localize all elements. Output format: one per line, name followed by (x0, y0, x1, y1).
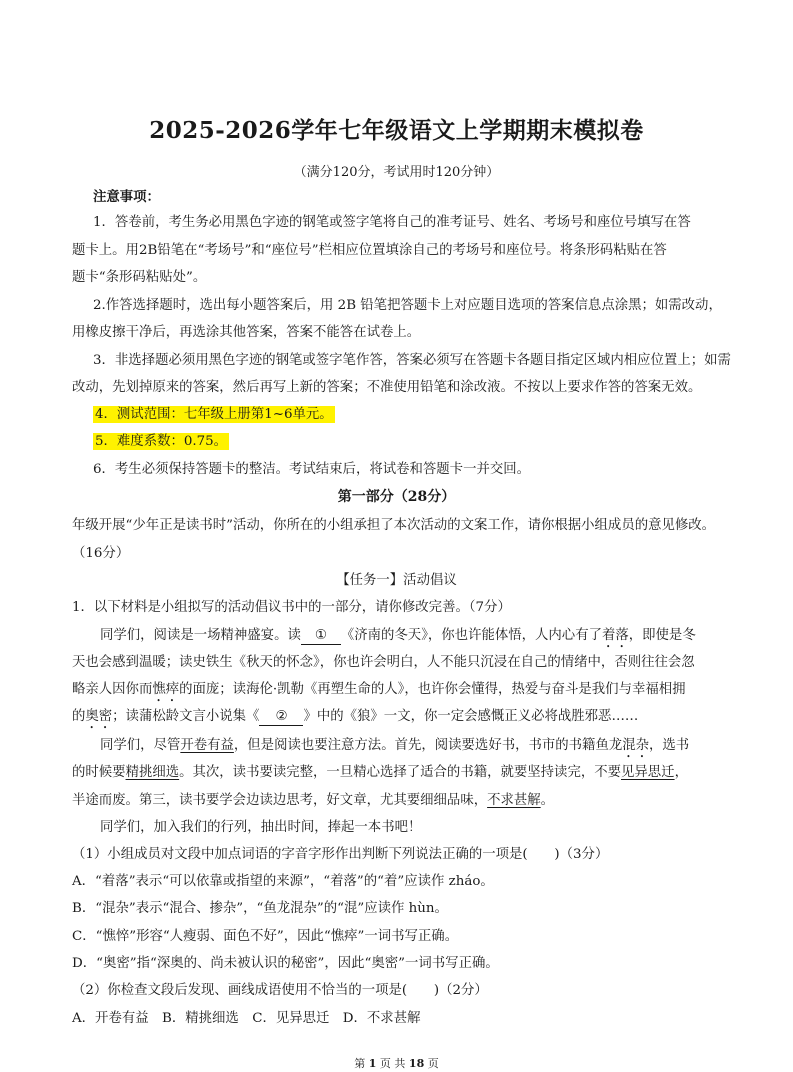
underlined-idiom-jianyi: 见异思迁 (621, 765, 675, 780)
footer-text: 页 (427, 1057, 439, 1070)
passage-text: 的 (72, 709, 86, 724)
passage-text: 同学们，阅读是一场精神盛宴。读 (100, 628, 301, 643)
part1-heading: 第一部分（28分） (337, 489, 456, 505)
note-3-line-1: 3．非选择题必须用黑色字迹的钢笔或签字笔作答，答案必须写在答题卡各题目指定区域内相应位置上；如需 (93, 353, 731, 368)
footer-text: 第 (354, 1057, 366, 1070)
passage-p1-line-1 (100, 627, 696, 651)
note-6: 6．考生必须保持答题卡的整洁。考试结束后，将试卷和答题卡一并交回。 (93, 462, 531, 477)
note-3-line-2: 改动，先划掉原来的答案，然后再写上新的答案；不准使用铅笔和涂改液。不按以上要求作答的答案无效。 (72, 380, 702, 395)
subquestion-2-options: A．开卷有益 B．精挑细选 C．见异思迁 D．不求甚解 (72, 1011, 421, 1026)
passage-text: 的时候要 (72, 765, 126, 780)
part1-intro-line-2: （16分） (72, 546, 130, 561)
question-1: 1．以下材料是小组拟写的活动倡议书中的一部分，请你修改完善。（7分） (72, 600, 511, 615)
subquestion-1-option-a: A．“着落”表示“可以依靠或指望的来源”，“着落”的“着”应读作 zháo。 (72, 874, 494, 889)
subquestion-1-option-c: C．“憔悴”形容“人瘦弱、面色不好”，因此“憔瘁”一词书写正确。 (72, 929, 459, 944)
dotted-word-aomi: 奥密 (85, 709, 113, 724)
underlined-idiom-jingtiao: 精挑细选 (125, 765, 180, 780)
page-title: 2025-2026学年七年级语文上学期期末模拟卷 (149, 117, 644, 144)
passage-p1-line-3 (72, 681, 686, 705)
dotted-word-qiaocui: 憔瘁 (152, 682, 180, 697)
passage-text: 半途而废。第三，读书要学会边读边思考，好文章，尤其要细细品味， (72, 793, 488, 808)
word-yulong: 鱼龙 (595, 738, 623, 753)
subquestion-2-stem: （2）你检查文段后发现、画线成语使用不恰当的一项是( )（2分） (72, 983, 488, 998)
note-5 (93, 433, 229, 451)
passage-text: ， (674, 765, 688, 780)
part1-intro-line-1: 年级开展“少年正是读书时”活动，你所在的小组承担了本次活动的文案工作，请你根据小组成员的意见修改。 (72, 518, 716, 533)
blank-1: ① (301, 628, 341, 645)
note-4-highlight: 4．测试范围：七年级上册第1~6单元。 (95, 407, 333, 422)
passage-p3: 同学们，加入我们的行列，抽出时间，捧起一本书吧！ (100, 820, 422, 835)
note-2-line-2: 用橡皮擦干净后，再选涂其他答案，答案不能答在试卷上。 (72, 325, 421, 340)
passage-text: ，选书 (649, 738, 690, 753)
passage-text: ，但是阅读也要注意方法。首先，阅读要选好书，书市的书籍 (233, 738, 596, 753)
subquestion-1-option-d: D．“奥密”指“深奥的、尚未被认识的秘密”，因此“奥密”一词书写正确。 (72, 956, 499, 971)
page-subtitle: （满分120分，考试用时120分钟） (293, 165, 500, 180)
passage-p2-line-2 (72, 764, 688, 782)
task1-heading: 【任务一】活动倡议 (336, 573, 457, 588)
passage-text: 。其次，读书要读完整，一旦精心选择了适合的书籍，就要坚持读完，不要 (179, 765, 622, 780)
passage-text: ，即使是冬 (628, 628, 696, 643)
note-1-line-1: 1．答卷前，考生务必用黑色字迹的钢笔或签字笔将自己的准考证号、姓名、考场号和座位号填写在答 (93, 215, 691, 230)
blank-2: ② (259, 709, 303, 726)
underlined-idiom-buqiu: 不求甚解 (487, 793, 541, 808)
note-4 (93, 406, 335, 424)
dotted-word-zhuoluo: 着落 (601, 628, 629, 643)
passage-text: 《济南的冬天》，你也许能体悟，人内心有了 (340, 628, 602, 643)
passage-p1-line-2: 天也会感到温暖；读史铁生《秋天的怀念》，你也许会明白，人不能只沉浸在自己的情绪中，否则往往会忽 (72, 655, 695, 670)
passage-text: 略亲人因你而 (72, 682, 153, 697)
passage-text: ；读蒲松龄文言小说集《 (112, 709, 260, 724)
passage-text: 的面庞；读海伦·凯勒《再塑生命的人》，也许你会懂得，热爱与奋斗是我们与幸福相拥 (179, 682, 686, 697)
passage-text: 。 (540, 793, 555, 808)
note-5-highlight: 5．难度系数：0.75。 (95, 434, 228, 449)
page-total: 18 (408, 1057, 425, 1070)
dotted-word-hunza: 混杂 (622, 738, 650, 753)
note-2-line-1: 2.作答选择题时，选出每小题答案后，用 2B 铅笔把答题卡上对应题目选项的答案信息点涂黑；如需改动， (93, 298, 722, 313)
passage-text: 》中的《狼》一文，你一定会感慨正义必将战胜邪恶…… (303, 709, 639, 724)
subquestion-1-option-b: B．“混杂”表示“混合、掺杂”，“鱼龙混杂”的“混”应读作 hùn。 (72, 901, 448, 916)
page-number: 1 (368, 1057, 377, 1070)
passage-p2-line-1 (100, 737, 689, 761)
footer-text: 页 共 (379, 1057, 406, 1070)
passage-p1-line-4 (72, 708, 638, 732)
note-1-line-2: 题卡上。用2B铅笔在“考场号”和“座位号”栏相应位置填涂自己的考场号和座位号。将条形码粘贴在答 (72, 243, 667, 258)
subquestion-1-stem: （1）小组成员对文段中加点词语的字音字形作出判断下列说法正确的一项是( )（3分） (72, 847, 609, 862)
passage-text: 同学们，尽管 (100, 738, 181, 753)
passage-p2-line-3 (72, 792, 554, 810)
note-1-line-3: 题卡“条形码粘贴处”。 (72, 270, 207, 285)
notes-heading: 注意事项： (93, 189, 160, 205)
underlined-idiom-kaijuan: 开卷有益 (180, 738, 234, 753)
page-footer (0, 1055, 793, 1071)
